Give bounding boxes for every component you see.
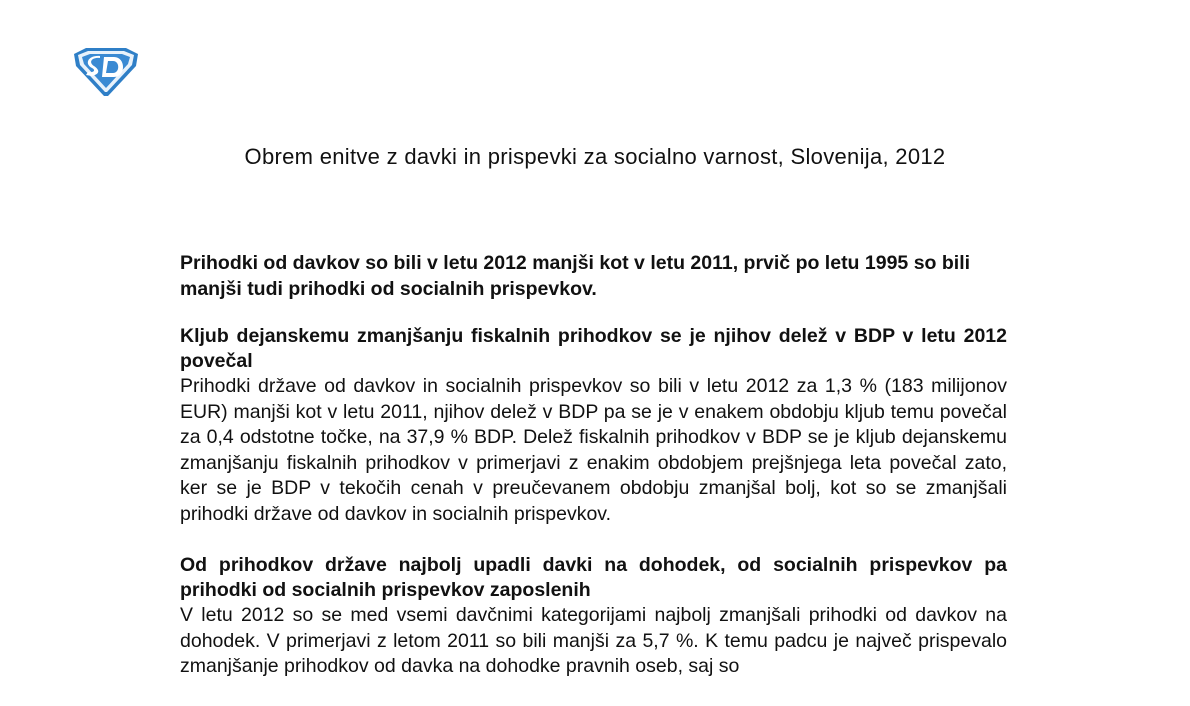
lead-paragraph: Prihodki od davkov so bili v letu 2012 manjši kot v letu 2011, prvič po letu 1995 so bili manjši tudi prihodki od socialnih prispevkov. xyxy=(180,252,971,300)
document-title: Obrem enitve z davki in prispevki za socialno varnost, Slovenija, 2012 xyxy=(244,144,946,169)
section-heading: Kljub dejanskemu zmanjšanju fiskalnih prihodkov se je njihov delež v BDP v letu 2012 povečal xyxy=(180,325,1007,372)
section-heading: Od prihodkov države najbolj upadli davki na dohodek, od socialnih prispevkov pa prihodki od socialnih prispevkov zaposlenih xyxy=(180,554,1007,601)
document-body xyxy=(180,250,1007,706)
section-fiscal-revenue-share xyxy=(180,324,1007,527)
sd-shield-logo-icon xyxy=(70,44,142,98)
section-body: Prihodki države od davkov in socialnih prispevkov so bili v letu 2012 za 1,3 % (183 milijonov EUR) manjši kot v letu 2011, njihov delež v BDP pa se je v enakem obdobju kljub temu povečal za 0,4 odstotne točke, na 37,9 % BDP. Delež fiskalnih prihodkov v BDP se je kljub dejanskemu zmanjšanju fiskalnih prihodkov v primerjavi z enakim obdobjem prejšnjega leta povečal zato, ker se je BDP v tekočih cenah v preučevanem obdobju zmanjšal bolj, kot so se zmanjšali prihodki države od davkov in socialnih prispevkov. xyxy=(180,375,1007,525)
section-income-tax-decline xyxy=(180,553,1007,680)
section-body: V letu 2012 so se med vsemi davčnimi kategorijami najbolj zmanjšali prihodki od davkov na dohodek. V primerjavi z letom 2011 so bili manjši za 5,7 %. K temu padcu je največ prispevalo zmanjšanje prihodkov od davka na dohodke pravnih oseb, saj so xyxy=(180,604,1007,677)
